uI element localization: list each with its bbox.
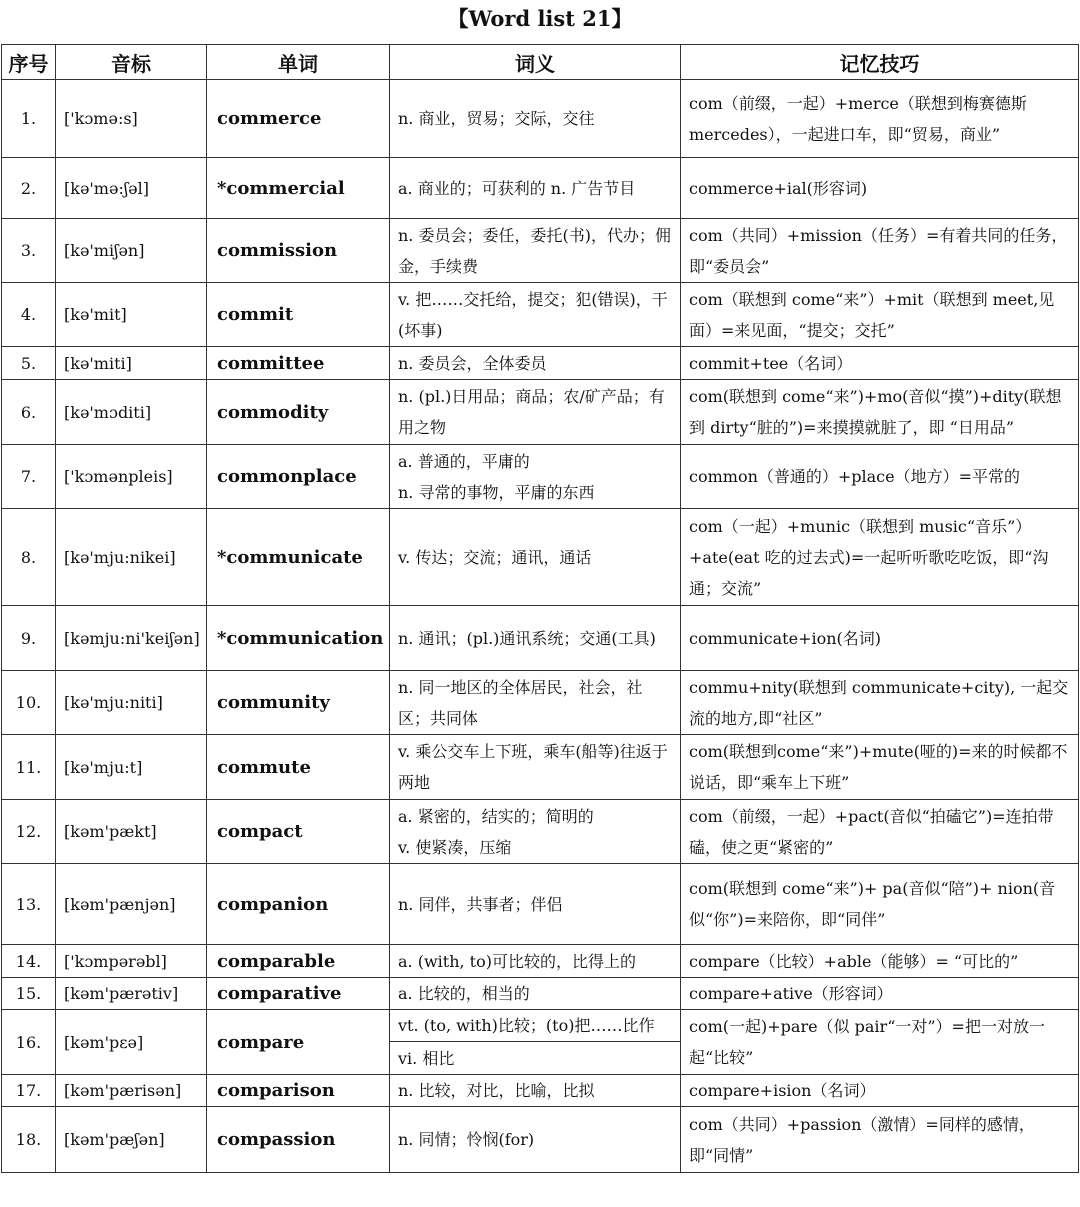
table-row (2, 671, 1079, 735)
row-memory-tip: com（前缀，一起）+pact(音似“拍磕它”)=连拍带磕，使之更“紧密的” (681, 800, 1079, 864)
row-word: compare (207, 1010, 390, 1075)
row-phonetic: [kə'mju:t] (56, 735, 207, 800)
row-index: 10. (2, 671, 56, 735)
row-memory-tip: com（一起）+munic（联想到 music“音乐”）+ate(eat 吃的过去式)=一起听听歌吃吃饭，即“沟通；交流” (681, 509, 1079, 606)
row-meaning: a. 商业的；可获利的 n. 广告节目 (390, 158, 681, 219)
row-meaning: n. 通讯；(pl.)通讯系统；交通(工具) (390, 606, 681, 671)
row-phonetic: [kə'mju:niti] (56, 671, 207, 735)
row-memory-tip: com（前缀，一起）+merce（联想到梅赛德斯mercedes），一起进口车，即“贸易，商业” (681, 80, 1079, 158)
row-memory-tip: com（共同）+passion（激情）=同样的感情，即“同情” (681, 1107, 1079, 1173)
row-word: commonplace (207, 445, 390, 509)
table-row (2, 158, 1079, 219)
row-index: 8. (2, 509, 56, 606)
row-meaning: n. 委员会，全体委员 (390, 347, 681, 380)
row-memory-tip: commerce+ial(形容词) (681, 158, 1079, 219)
row-memory-tip: com（共同）+mission（任务）=有着共同的任务，即“委员会” (681, 219, 1079, 283)
row-phonetic: [kə'miti] (56, 347, 207, 380)
row-memory-tip: commu+nity(联想到 communicate+city), 一起交流的地方,即“社区” (681, 671, 1079, 735)
row-word: commodity (207, 380, 390, 445)
row-meaning: n. 同一地区的全体居民，社会，社区；共同体 (390, 671, 681, 735)
row-memory-tip: compare（比较）+able（能够）= “可比的” (681, 945, 1079, 978)
row-memory-tip: communicate+ion(名词) (681, 606, 1079, 671)
row-phonetic: [kəm'pækt] (56, 800, 207, 864)
row-memory-tip: commit+tee（名词） (681, 347, 1079, 380)
header-meaning: 词义 (390, 45, 681, 80)
row-index: 6. (2, 380, 56, 445)
row-phonetic: [kəm'pænjən] (56, 864, 207, 945)
row-phonetic: ['kɔmə:s] (56, 80, 207, 158)
table-row (2, 1075, 1079, 1107)
row-word: community (207, 671, 390, 735)
row-word: *communication (207, 606, 390, 671)
row-meaning: n. 商业，贸易；交际，交往 (390, 80, 681, 158)
table-row (2, 380, 1079, 445)
row-memory-tip: com(联想到 come“来”)+ pa(音似“陪”)+ nion(音似“你”)=来陪你，即“同伴” (681, 864, 1079, 945)
row-phonetic: [kə'mit] (56, 283, 207, 347)
page-title: 【Word list 21】 (447, 6, 633, 31)
row-meaning: n. 委员会；委任，委托(书)，代办；佣金，手续费 (390, 219, 681, 283)
header-word: 单词 (207, 45, 390, 80)
table-row (2, 219, 1079, 283)
row-phonetic: [kəm'pærisən] (56, 1075, 207, 1107)
row-index: 15. (2, 978, 56, 1010)
table-row (2, 606, 1079, 671)
row-index: 2. (2, 158, 56, 219)
row-phonetic: [kə'mju:nikei] (56, 509, 207, 606)
row-memory-tip: compare+ative（形容词） (681, 978, 1079, 1010)
row-index: 18. (2, 1107, 56, 1173)
row-word: compact (207, 800, 390, 864)
table-row (2, 735, 1079, 800)
row-index: 1. (2, 80, 56, 158)
row-memory-tip: com（联想到 come“来”）+mit（联想到 meet,见面）=来见面，“提交；交托” (681, 283, 1079, 347)
row-phonetic: ['kɔmənpleis] (56, 445, 207, 509)
header-memory-tip: 记忆技巧 (681, 45, 1079, 80)
row-meaning: a. (with, to)可比较的，比得上的 (390, 945, 681, 978)
row-word: commerce (207, 80, 390, 158)
row-index: 3. (2, 219, 56, 283)
row-phonetic: ['kɔmpərəbl] (56, 945, 207, 978)
row-meaning: a. 比较的，相当的 (390, 978, 681, 1010)
row-word: compassion (207, 1107, 390, 1173)
row-word: comparison (207, 1075, 390, 1107)
row-phonetic: [kə'mə:ʃəl] (56, 158, 207, 219)
row-word: comparative (207, 978, 390, 1010)
row-phonetic: [kə'mɔditi] (56, 380, 207, 445)
table-row (2, 1107, 1079, 1173)
row-word: *commercial (207, 158, 390, 219)
row-index: 11. (2, 735, 56, 800)
row-word: commute (207, 735, 390, 800)
row-word: *communicate (207, 509, 390, 606)
row-meaning: a. 紧密的，结实的；简明的 v. 使紧凑，压缩 (390, 800, 681, 864)
table-header-row (2, 45, 1079, 80)
table-row (2, 80, 1079, 158)
row-meaning: v. 传达；交流；通讯，通话 (390, 509, 681, 606)
table-row (2, 800, 1079, 864)
table-row (2, 347, 1079, 380)
row-index: 13. (2, 864, 56, 945)
row-memory-tip: com(联想到come“来”)+mute(哑的)=来的时候都不说话，即“乘车上下班” (681, 735, 1079, 800)
row-index: 14. (2, 945, 56, 978)
row-meaning: n. 同情；怜悯(for) (390, 1107, 681, 1173)
row-meaning: a. 普通的，平庸的 n. 寻常的事物，平庸的东西 (390, 445, 681, 509)
header-index: 序号 (2, 45, 56, 80)
row-memory-tip: common（普通的）+place（地方）=平常的 (681, 445, 1079, 509)
table-row (2, 1010, 1079, 1042)
row-meaning: v. 把……交托给，提交；犯(错误)，干(坏事) (390, 283, 681, 347)
row-phonetic: [kəmju:ni'keiʃən] (56, 606, 207, 671)
row-index: 5. (2, 347, 56, 380)
row-word: commission (207, 219, 390, 283)
row-meaning: v. 乘公交车上下班，乘车(船等)往返于两地 (390, 735, 681, 800)
table-row (2, 509, 1079, 606)
row-index: 9. (2, 606, 56, 671)
table-row (2, 978, 1079, 1010)
row-phonetic: [kəm'pεə] (56, 1010, 207, 1075)
row-index: 12. (2, 800, 56, 864)
row-meaning: n. (pl.)日用品；商品；农/矿产品；有用之物 (390, 380, 681, 445)
row-memory-tip: compare+ision（名词） (681, 1075, 1079, 1107)
row-index: 17. (2, 1075, 56, 1107)
row-index: 16. (2, 1010, 56, 1075)
word-list-table (1, 44, 1079, 1173)
row-phonetic: [kə'miʃən] (56, 219, 207, 283)
row-word: committee (207, 347, 390, 380)
row-memory-tip: com(一起)+pare（似 pair“一对”）=把一对放一起“比较” (681, 1010, 1079, 1075)
header-phonetic: 音标 (56, 45, 207, 80)
table-row (2, 283, 1079, 347)
row-word: commit (207, 283, 390, 347)
row-meaning: vt. (to, with)比较；(to)把……比作 (390, 1010, 681, 1042)
table-row (2, 945, 1079, 978)
row-meaning: n. 同伴，共事者；伴侣 (390, 864, 681, 945)
table-row (2, 445, 1079, 509)
row-index: 4. (2, 283, 56, 347)
row-memory-tip: com(联想到 come“来”)+mo(音似“摸”)+dity(联想到 dirty“脏的”)=来摸摸就脏了，即 “日用品” (681, 380, 1079, 445)
row-word: comparable (207, 945, 390, 978)
row-word: companion (207, 864, 390, 945)
row-index: 7. (2, 445, 56, 509)
row-phonetic: [kəm'pærətiv] (56, 978, 207, 1010)
row-meaning: n. 比较，对比，比喻，比拟 (390, 1075, 681, 1107)
row-phonetic: [kəm'pæʃən] (56, 1107, 207, 1173)
table-row (2, 864, 1079, 945)
row-meaning: vi. 相比 (390, 1042, 681, 1075)
